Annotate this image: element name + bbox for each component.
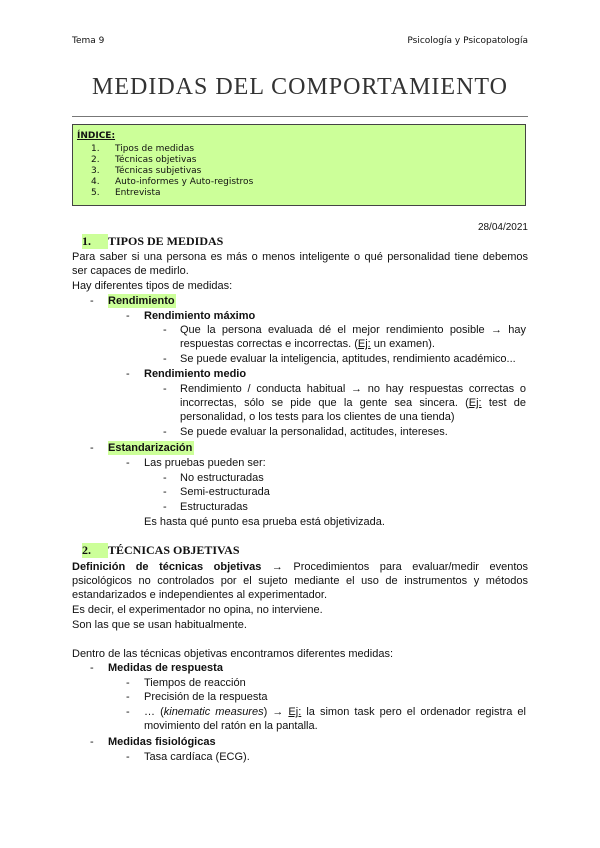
bullet-dash: -: [126, 310, 130, 322]
header-topic: Tema 9: [72, 36, 105, 46]
text: un examen).: [370, 338, 435, 350]
subheading-medidas-fisiologicas: Medidas fisiológicas: [108, 736, 216, 748]
definition-line: [72, 560, 528, 574]
text: → Procedimientos para evaluar/medir eventos: [261, 561, 528, 573]
index-item-number: 5.: [91, 188, 100, 198]
bullet-dash: -: [90, 295, 94, 307]
list-item: Las pruebas pueden ser:: [144, 457, 266, 469]
definition-label: Definición de técnicas objetivas: [72, 561, 262, 573]
subheading-medidas-respuesta: Medidas de respuesta: [108, 662, 223, 674]
header-subject: Psicología y Psicopatología: [407, 36, 528, 46]
paragraph: Es decir, el experimentador no opina, no interviene.: [72, 604, 323, 616]
subheading-rendimiento-medio: Rendimiento medio: [144, 368, 247, 380]
bullet-dash: -: [163, 383, 167, 395]
text: test de: [481, 397, 527, 409]
subheading-estandarizacion: Estandarización: [108, 442, 193, 454]
subheading-rendimiento: Rendimiento: [108, 295, 175, 307]
index-item: [91, 177, 253, 188]
list-item: movimiento del ratón en la pantalla.: [144, 720, 318, 732]
section-title: TÉCNICAS OBJETIVAS: [108, 543, 240, 557]
section-number: 2.: [82, 543, 108, 558]
index-title: ÍNDICE:: [77, 131, 116, 141]
paragraph: Son las que se usan habitualmente.: [72, 619, 247, 631]
example-label: Ej:: [288, 706, 302, 718]
index-item-label: Auto-informes y Auto-registros: [115, 177, 254, 187]
list-item: personalidad, o los tests para los clientes de una tienda): [180, 411, 455, 423]
bullet-dash: -: [126, 751, 130, 763]
list-item: Se puede evaluar la personalidad, actitudes, intereses.: [180, 426, 448, 438]
section-title: TIPOS DE MEDIDAS: [108, 234, 224, 248]
bullet-dash: -: [90, 736, 94, 748]
bullet-dash: -: [126, 677, 130, 689]
example-label: Ej:: [357, 338, 371, 350]
index-item: [91, 188, 161, 199]
list-item: Se puede evaluar la inteligencia, aptitudes, rendimiento académico...: [180, 353, 516, 365]
list-item: Rendimiento / conducta habitual → no hay respuestas correctas o: [180, 383, 526, 395]
list-item: [180, 396, 526, 410]
bullet-dash: -: [163, 426, 167, 438]
paragraph: Hay diferentes tipos de medidas:: [72, 280, 233, 292]
paragraph: estandarizados e independientes al experimentador.: [72, 589, 328, 601]
paragraph: Para saber si una persona es más o menos inteligente o qué personalidad tiene debemos: [72, 251, 528, 263]
bullet-dash: -: [126, 706, 130, 718]
text: ) →: [263, 706, 289, 718]
title-divider: [72, 116, 528, 117]
text: la simon task pero el ordenador registra el: [301, 706, 526, 718]
note: Es hasta qué punto esa prueba está objetivizada.: [144, 516, 385, 528]
bullet-dash: -: [163, 472, 167, 484]
section-1-heading: [82, 234, 229, 249]
index-item-number: 4.: [91, 177, 100, 187]
text: incorrectas, sólo se pide que la gente sea sincera. (: [180, 397, 469, 409]
list-item: Que la persona evaluada dé el mejor rendimiento posible → hay: [180, 324, 526, 336]
list-item: No estructuradas: [180, 472, 264, 484]
list-item: Precisión de la respuesta: [144, 691, 268, 703]
section-number: 1.: [82, 234, 108, 249]
example-label: Ej:: [468, 397, 482, 409]
index-box: [72, 124, 526, 206]
bullet-dash: -: [126, 691, 130, 703]
index-item: [91, 166, 201, 177]
index-item-label: Técnicas objetivas: [115, 155, 197, 165]
index-item-label: Técnicas subjetivas: [115, 166, 202, 176]
bullet-dash: -: [126, 457, 130, 469]
list-item: [180, 337, 435, 351]
list-item: Estructuradas: [180, 501, 248, 513]
bullet-dash: -: [163, 353, 167, 365]
index-item: [91, 155, 197, 166]
bullet-dash: -: [163, 486, 167, 498]
list-item: Tiempos de reacción: [144, 677, 246, 689]
paragraph: psicológicos no controlados por el sujeto mediante el uso de instrumentos y métodos: [72, 575, 528, 587]
subheading-rendimiento-maximo: Rendimiento máximo: [144, 310, 256, 322]
text: kinematic measures: [163, 706, 264, 718]
text: respuestas correctas e incorrectas. (: [180, 338, 358, 350]
list-item: Tasa cardíaca (ECG).: [144, 751, 250, 763]
index-item-label: Entrevista: [115, 188, 161, 198]
index-item-number: 1.: [91, 144, 100, 154]
paragraph: Dentro de las técnicas objetivas encontramos diferentes medidas:: [72, 648, 394, 660]
index-item-number: 2.: [91, 155, 100, 165]
list-item: [144, 705, 526, 719]
text: … (: [144, 706, 164, 718]
paragraph: ser capaces de medirlo.: [72, 265, 189, 277]
page-title: MEDIDAS DEL COMPORTAMIENTO: [92, 74, 508, 100]
document-date: 28/04/2021: [477, 222, 528, 233]
bullet-dash: -: [90, 662, 94, 674]
bullet-dash: -: [90, 442, 94, 454]
list-item: Semi-estructurada: [180, 486, 270, 498]
bullet-dash: -: [126, 368, 130, 380]
section-2-heading: [82, 543, 240, 558]
index-item: [91, 144, 194, 155]
bullet-dash: -: [163, 324, 167, 336]
index-item-label: Tipos de medidas: [115, 144, 195, 154]
bullet-dash: -: [163, 501, 167, 513]
index-item-number: 3.: [91, 166, 100, 176]
